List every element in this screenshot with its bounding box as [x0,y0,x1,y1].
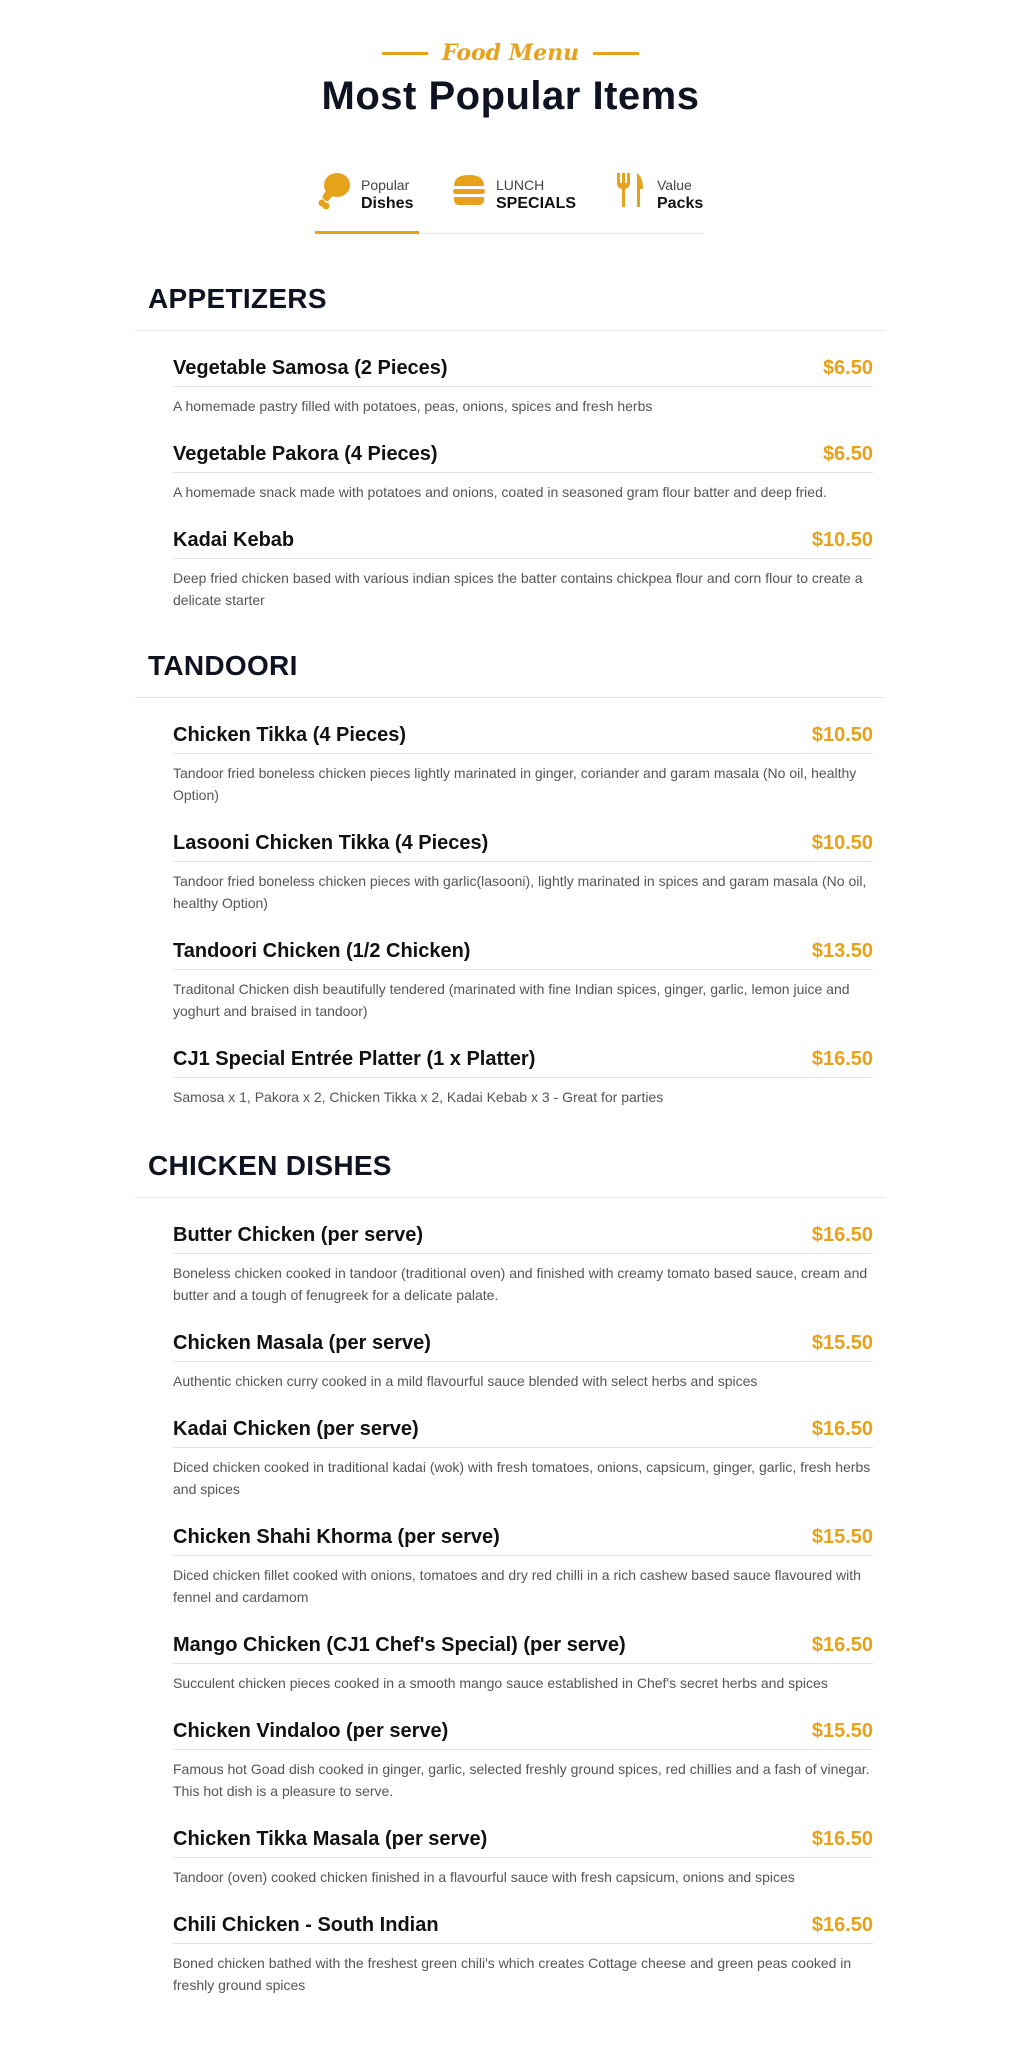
item-price: $16.50 [811,1418,873,1440]
kicker-text: Food Menu [441,40,580,66]
section-tandoori [135,649,885,1108]
item-description: Diced chicken cooked in traditional kadai (wok) with fresh tomatoes, onions, capsicum, ginger, garlic, fresh herbs and spices [173,1459,871,1497]
item-price: $6.50 [822,357,873,379]
item-description: Authentic chicken curry cooked in a mild flavourful sauce blended with select herbs and spices [173,1373,758,1389]
menu-item [173,1218,873,1306]
item-description: Boned chicken bathed with the freshest green chili's which creates Cottage cheese and green peas cooked in freshly ground spices [173,1955,852,1993]
item-price: $10.50 [811,832,873,854]
item-name: Chicken Tikka Masala (per serve) [173,1828,488,1850]
menu-item [173,1520,873,1608]
item-description: Tandoor fried boneless chicken pieces lightly marinated in ginger, coriander and garam masala (No oil, healthy Option) [173,765,857,803]
item-name: Chicken Masala (per serve) [173,1332,431,1354]
item-description: Tandoor (oven) cooked chicken finished in a flavourful sauce with fresh capsicum, onions and spices [173,1869,795,1885]
item-price: $16.50 [811,1048,873,1070]
active-tab-indicator [315,231,419,234]
item-name: Chili Chicken - South Indian [173,1914,439,1936]
tab-lunch-top: LUNCH [496,177,545,193]
item-description: Boneless chicken cooked in tandoor (traditional oven) and finished with creamy tomato based sauce, cream and butter and a tough of fenugreek for a delicate palate. [173,1265,868,1303]
item-description: Traditonal Chicken dish beautifully tendered (marinated with fine Indian spices, ginger, garlic, lemon juice and yoghurt and braised in tandoor) [173,981,850,1019]
section-title: APPETIZERS [148,283,327,314]
tab-popular-dishes[interactable] [315,170,420,234]
item-price: $15.50 [811,1720,873,1742]
item-price: $10.50 [811,529,873,551]
tab-popular-top: Popular [361,177,410,193]
item-name: Vegetable Pakora (4 Pieces) [173,443,438,465]
menu-item [173,351,873,417]
menu-item [173,1822,873,1888]
fork-knife-icon [611,170,649,210]
tab-lunch-bottom: SPECIALS [496,195,577,212]
item-name: Chicken Tikka (4 Pieces) [173,724,407,746]
item-price: $13.50 [811,940,873,962]
tab-lunch-specials[interactable] [450,170,590,234]
burger-icon [450,170,488,210]
item-description: Tandoor fried boneless chicken pieces with garlic(lasooni), lightly marinated in spices and garam masala (No oil, healthy Option) [173,873,867,911]
menu-item [173,1042,873,1108]
item-name: Mango Chicken (CJ1 Chef's Special) (per serve) [173,1634,626,1656]
item-name: Kadai Kebab [173,529,295,551]
section-chicken-dishes [135,1149,885,1996]
item-name: Lasooni Chicken Tikka (4 Pieces) [173,832,489,854]
tab-value-bottom: Packs [657,195,704,212]
menu-item [173,1908,873,1996]
kicker-line-right [593,52,639,55]
drumstick-icon [315,170,353,210]
item-name: Vegetable Samosa (2 Pieces) [173,357,448,379]
item-name: Kadai Chicken (per serve) [173,1418,419,1440]
menu-item [173,1628,873,1694]
menu-item [173,523,873,611]
tab-popular-bottom: Dishes [361,195,414,212]
item-name: Butter Chicken (per serve) [173,1224,424,1246]
item-description: Succulent chicken pieces cooked in a smooth mango sauce established in Chef's secret herbs and spices [173,1675,828,1691]
tab-value-packs[interactable] [611,170,705,234]
section-appetizers [135,282,885,611]
menu-item [173,1326,873,1392]
item-description: A homemade snack made with potatoes and onions, coated in seasoned gram flour batter and deep fried. [173,484,827,500]
tab-value-top: Value [657,177,692,193]
item-price: $10.50 [811,724,873,746]
item-price: $16.50 [811,1224,873,1246]
item-name: CJ1 Special Entrée Platter (1 x Platter) [173,1048,536,1070]
menu-item [173,826,873,914]
item-price: $16.50 [811,1914,873,1936]
item-description: Diced chicken fillet cooked with onions, tomatoes and dry red chilli in a rich cashew based sauce flavoured with fennel and cardamom [173,1567,861,1605]
item-price: $16.50 [811,1634,873,1656]
menu-item [173,718,873,806]
section-divider [135,697,885,698]
item-price: $15.50 [811,1526,873,1548]
food-menu-kicker [0,40,1021,66]
item-price: $6.50 [822,443,873,465]
item-price: $15.50 [811,1332,873,1354]
menu-item [173,1412,873,1500]
menu-item [173,934,873,1022]
section-divider [135,1197,885,1198]
item-name: Chicken Shahi Khorma (per serve) [173,1526,500,1548]
section-divider [135,330,885,331]
item-name: Tandoori Chicken (1/2 Chicken) [173,940,471,962]
item-name: Chicken Vindaloo (per serve) [173,1720,449,1742]
menu-item [173,1714,873,1802]
section-title: CHICKEN DISHES [148,1150,392,1181]
item-description: Samosa x 1, Pakora x 2, Chicken Tikka x 2, Kadai Kebab x 3 - Great for parties [173,1089,664,1105]
kicker-line-left [382,52,428,55]
item-description: Deep fried chicken based with various indian spices the batter contains chickpea flour and corn flour to create a delicate starter [173,570,863,608]
item-description: Famous hot Goad dish cooked in ginger, garlic, selected freshly ground spices, red chillies and a fash of vinegar. This hot dish is a pleasure to serve. [173,1761,870,1799]
item-description: A homemade pastry filled with potatoes, peas, onions, spices and fresh herbs [173,398,653,414]
item-price: $16.50 [811,1828,873,1850]
page-title: Most Popular Items [321,74,700,118]
section-title: TANDOORI [148,650,298,681]
menu-item [173,437,873,503]
menu-tabs [315,170,705,234]
